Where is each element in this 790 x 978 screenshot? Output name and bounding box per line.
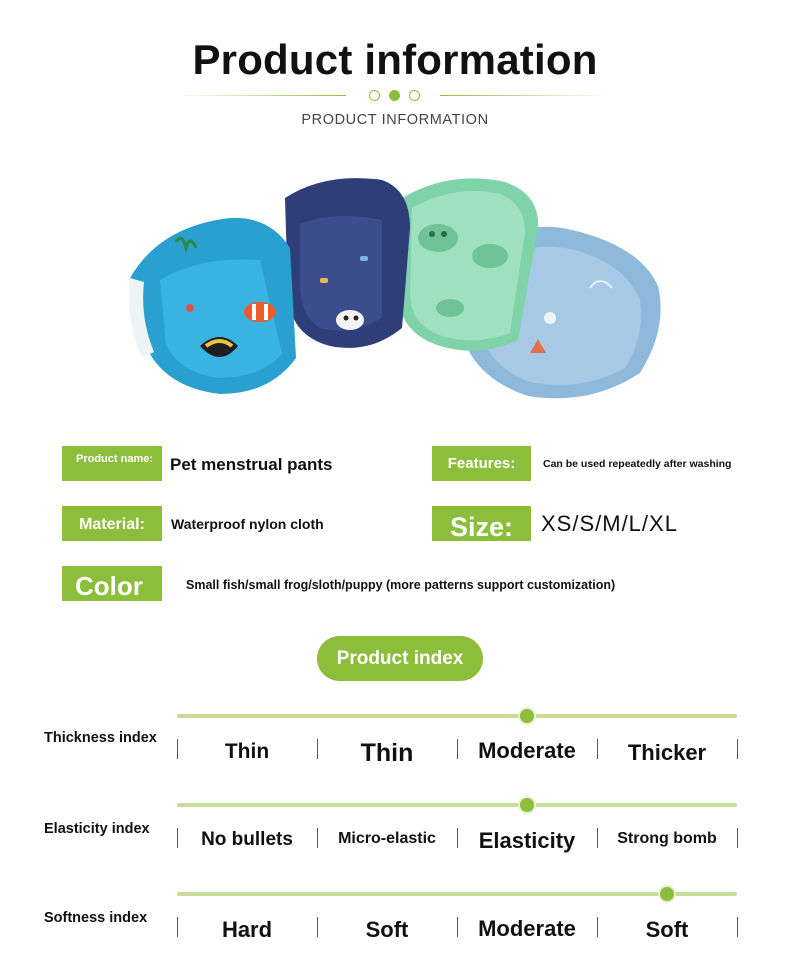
- diaper-fish-pattern: [129, 218, 296, 394]
- product-name-label: Product name:: [62, 446, 162, 481]
- index-option: No bullets: [201, 829, 293, 850]
- title-divider-dots: [369, 90, 421, 101]
- index-separator: [737, 828, 738, 848]
- index-track: [177, 892, 737, 896]
- material-value: Waterproof nylon cloth: [171, 516, 324, 532]
- diaper-frog-pattern: [398, 178, 538, 350]
- index-row-label: Thickness index: [44, 730, 157, 746]
- size-value: XS/S/M/L/XL: [541, 511, 678, 536]
- index-option: Elasticity: [478, 828, 576, 853]
- page-subtitle: PRODUCT INFORMATION: [301, 112, 489, 128]
- index-track: [177, 714, 737, 718]
- color-value: Small fish/small frog/sloth/puppy (more patterns support customization): [186, 578, 616, 592]
- index-level-marker: [520, 798, 534, 812]
- index-option: Strong bomb: [617, 830, 717, 847]
- index-separator: [737, 917, 738, 937]
- index-option: Hard: [221, 917, 273, 942]
- index-option: Moderate: [478, 738, 576, 763]
- index-option: Thin: [224, 740, 270, 763]
- features-value: Can be used repeatedly after washing: [543, 458, 732, 470]
- index-option: Micro-elastic: [338, 830, 436, 847]
- divider-dot: [389, 90, 400, 101]
- index-level-marker: [660, 887, 674, 901]
- material-label: Material:: [62, 506, 162, 541]
- index-option: Moderate: [478, 916, 576, 941]
- divider-dot: [409, 90, 420, 101]
- index-option: Soft: [365, 917, 409, 942]
- features-label: Features:: [432, 446, 531, 481]
- product-name-value: Pet menstrual pants: [170, 455, 333, 474]
- pet-diaper-product-photo: [120, 168, 670, 413]
- title-divider-right: [440, 95, 612, 96]
- index-separator: [737, 739, 738, 759]
- index-track: [177, 803, 737, 807]
- index-level-marker: [520, 709, 534, 723]
- diaper-puppy-pattern: [285, 178, 410, 348]
- product-index-badge: Product index: [317, 636, 483, 681]
- size-label: Size:: [432, 506, 531, 541]
- index-row-label: Elasticity index: [44, 821, 150, 837]
- divider-dot: [369, 90, 380, 101]
- index-option: Thicker: [627, 740, 707, 765]
- title-divider-left: [176, 95, 346, 96]
- page-title: Product information: [192, 36, 598, 83]
- index-option: Thin: [360, 739, 414, 767]
- color-label: Color: [62, 566, 162, 601]
- index-option: Soft: [645, 917, 689, 942]
- index-row-label: Softness index: [44, 910, 148, 926]
